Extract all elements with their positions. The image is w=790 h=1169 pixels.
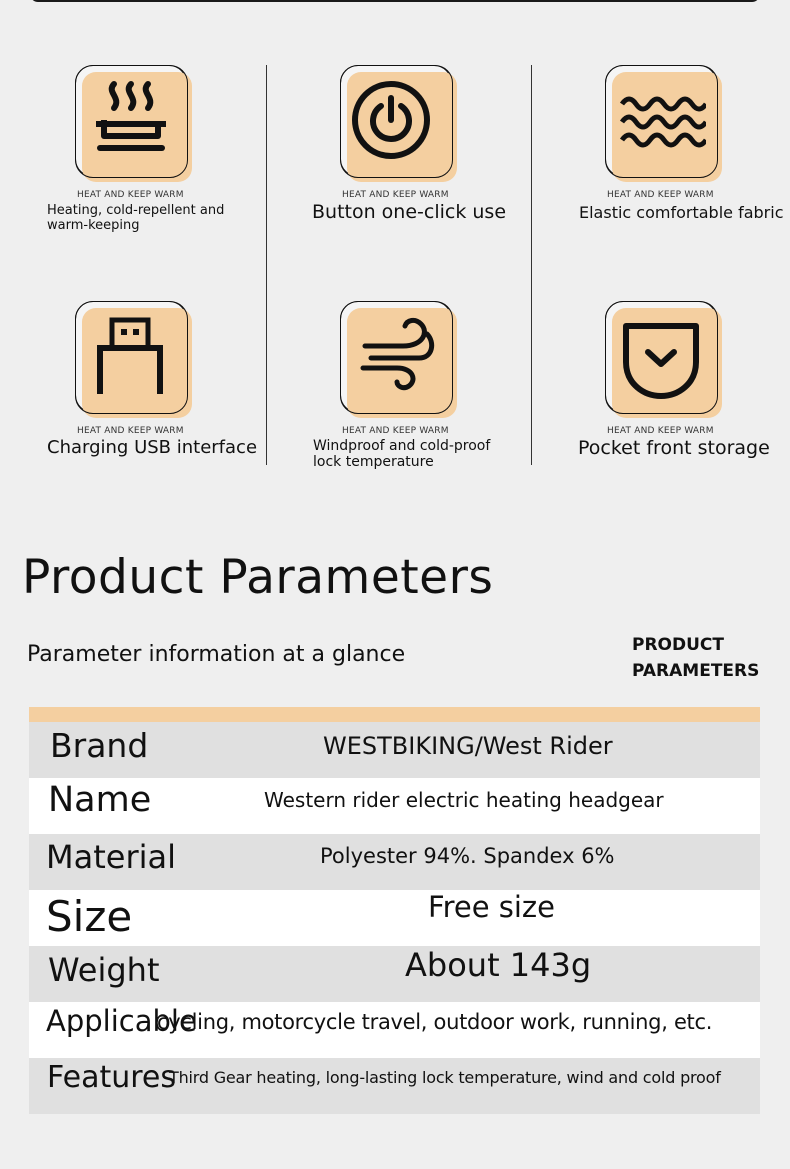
row-label: Name [48, 780, 152, 820]
row-label: Material [46, 838, 176, 876]
section-title: Product Parameters [22, 550, 494, 605]
table-row [29, 1058, 760, 1114]
features-grid [0, 0, 790, 500]
feature-label: Pocket front storage [578, 437, 770, 459]
power-button-icon [340, 65, 452, 177]
feature-label: Windproof and cold-proof lock temperature [313, 438, 491, 470]
table-header-bar [29, 707, 760, 722]
heat-icon [75, 65, 187, 177]
feature-label: Heating, cold-repellent and warm-keeping [47, 203, 225, 233]
row-label: Weight [48, 951, 160, 989]
row-label: Brand [50, 726, 149, 765]
table-row [29, 1002, 760, 1058]
table-row [29, 722, 760, 778]
feature-caption: HEAT AND KEEP WARM [607, 426, 714, 436]
row-label: Size [46, 892, 133, 941]
row-value: Third Gear heating, long-lasting lock temperature, wind and cold proof [169, 1068, 721, 1087]
feature-label: Button one-click use [312, 201, 507, 223]
feature-caption: HEAT AND KEEP WARM [342, 426, 449, 436]
section-tag: PRODUCT PARAMETERS [632, 635, 760, 681]
row-value: Polyester 94%. Spandex 6% [320, 844, 615, 868]
feature-caption: HEAT AND KEEP WARM [77, 190, 184, 200]
section-subtitle: Parameter information at a glance [27, 642, 406, 667]
feature-label: Elastic comfortable fabric [579, 203, 784, 222]
feature-label: Charging USB interface [47, 437, 258, 458]
row-value: cycling, motorcycle travel, outdoor work, running, etc. [157, 1010, 713, 1034]
row-label: Features [47, 1060, 176, 1095]
table-row [29, 890, 760, 946]
parameters-table [29, 707, 760, 1114]
divider-line [531, 65, 532, 465]
feature-caption: HEAT AND KEEP WARM [607, 190, 714, 200]
table-row [29, 834, 760, 890]
row-value: Free size [428, 890, 555, 924]
feature-caption: HEAT AND KEEP WARM [77, 426, 184, 436]
wave-fabric-icon [605, 65, 717, 177]
row-value: Western rider electric heating headgear [264, 788, 664, 812]
row-value: About 143g [405, 946, 592, 984]
row-label: Applicable [46, 1004, 197, 1038]
row-value: WESTBIKING/West Rider [323, 732, 613, 760]
table-row [29, 946, 760, 1002]
table-row [29, 778, 760, 834]
pocket-icon [605, 301, 717, 413]
divider-line [266, 65, 267, 465]
usb-icon [75, 301, 187, 413]
wind-icon [340, 301, 452, 413]
feature-caption: HEAT AND KEEP WARM [342, 190, 449, 200]
